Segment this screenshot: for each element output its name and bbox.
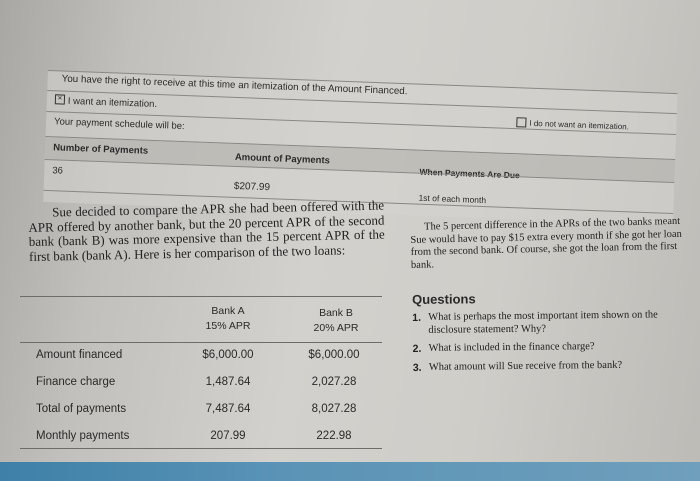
side-note: [410, 216, 683, 272]
bank-a-apr: 15% APR: [205, 320, 251, 332]
question-text: What is included in the finance charge?: [428, 341, 595, 354]
checked-box-icon[interactable]: [55, 95, 65, 105]
question-item: [413, 359, 693, 374]
want-itemization-label: I want an itemization.: [67, 95, 158, 111]
schedule-header-shade: [45, 137, 675, 182]
narrative-paragraph: [28, 199, 385, 264]
page-bottom-strip: [0, 462, 700, 481]
bank-b-value: 222.98: [316, 430, 352, 442]
unchecked-box-icon[interactable]: [516, 117, 526, 127]
row-label: Finance charge: [36, 376, 116, 388]
row-label: Total of payments: [36, 403, 127, 415]
narrative-text: Sue decided to compare the APR she had been offered with the APR offered by another bank, but the 20 percent APR of the second bank (bank B) was more expensive than the 15 percent APR of the first bank (bank A). Here is her comparison of the two loans:: [28, 197, 385, 264]
question-number: 1.: [412, 311, 422, 324]
col-amount-header: Amount of Payments: [234, 151, 331, 167]
bank-a-value: 207.99: [210, 430, 246, 442]
bank-b-value: $6,000.00: [308, 349, 360, 361]
questions-title: Questions: [412, 291, 476, 307]
bank-a-header: [188, 304, 268, 334]
table-header-rule: [20, 342, 382, 343]
question-item: [413, 340, 693, 355]
side-note-text: The 5 percent difference in the APRs of the two banks meant Sue would have to pay $15 extra every month if she got her loan from the second bank. Of course, she got the loan from the first bank.: [410, 215, 682, 271]
table-top-rule: [20, 296, 382, 297]
row-label: Monthly payments: [36, 430, 130, 442]
want-itemization-option[interactable]: [55, 95, 158, 110]
question-number: 2.: [412, 342, 422, 355]
col-when-header: When Payments Are Due: [419, 166, 520, 181]
bank-b-value: 8,027.28: [311, 403, 357, 415]
itemization-right-text: You have the right to receive at this time an itemization of the Amount Financed.: [61, 73, 408, 98]
bank-a-value: 7,487.64: [205, 403, 251, 415]
bank-a-name: Bank A: [211, 305, 245, 317]
when-due-value: 1st of each month: [418, 192, 487, 206]
number-of-payments-value: 36: [52, 165, 64, 177]
question-item: [412, 309, 692, 337]
bank-b-header: [296, 306, 376, 336]
no-itemization-label: I do not want an itemization.: [529, 118, 630, 132]
bank-a-value: $6,000.00: [202, 349, 254, 361]
amount-of-payments-value: $207.99: [233, 180, 271, 194]
bank-b-name: Bank B: [319, 307, 353, 319]
question-number: 3.: [412, 361, 422, 374]
row-label: Amount financed: [36, 349, 123, 361]
question-text: What is perhaps the most important item shown on the disclosure statement? Why?: [428, 309, 658, 336]
col-number-header: Number of Payments: [52, 142, 149, 157]
bank-b-value: 2,027.28: [311, 376, 357, 388]
question-text: What amount will Sue receive from the bank?: [428, 359, 623, 373]
bank-b-apr: 20% APR: [313, 322, 359, 334]
table-bottom-rule: [20, 448, 382, 449]
bank-a-value: 1,487.64: [205, 376, 251, 388]
questions-section: [412, 289, 693, 380]
payment-schedule-text: Your payment schedule will be:: [53, 116, 185, 133]
